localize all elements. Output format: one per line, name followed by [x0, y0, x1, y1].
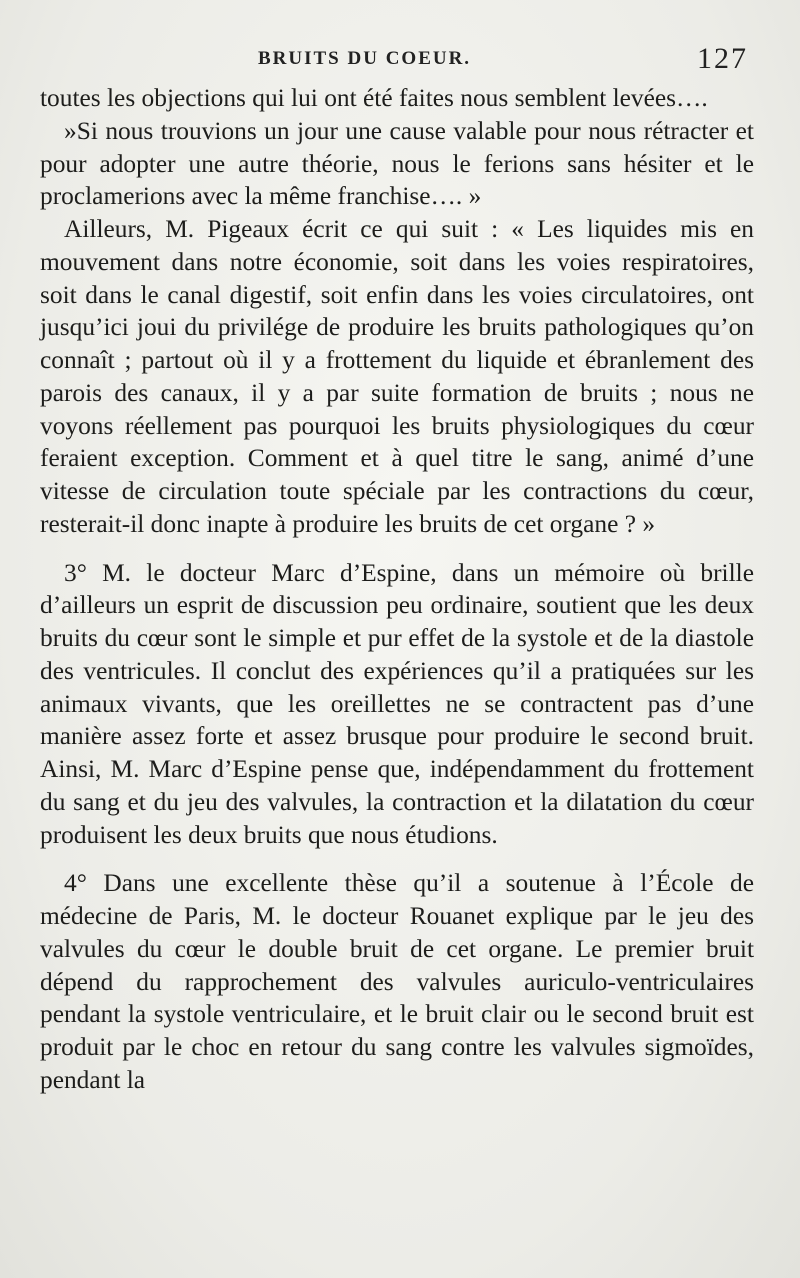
paragraph-1: toutes les objections qui lui ont été faites nous semblent levées…. — [40, 84, 708, 112]
body-text — [40, 82, 754, 1097]
paragraph-4: 3° M. le docteur Marc d’Espine, dans un mémoire où brille d’ailleurs un esprit de discussion peu ordinaire, soutient que les deux bruits du cœur sont le simple et pur effet de la systole et de la diastole des ventricules. Il conclut des expériences qu’il a pratiquées sur les animaux vivants, que les oreillettes ne se contractent pas d’une manière assez forte et assez brusque pour produire le second bruit. Ainsi, M. Marc d’Espine pense que, indépendamment du frottement du sang et du jeu des valvules, la contraction et la dilatation du cœur produisent les deux bruits que nous étudions. — [40, 558, 754, 849]
page-number: 127 — [697, 42, 748, 75]
paragraph-5: 4° Dans une excellente thèse qu’il a soutenue à l’École de médecine de Paris, M. le docteur Rouanet explique par le jeu des valvules du cœur le double bruit de cet organe. Le premier bruit dépend du rapprochement des valvules auriculo-ventriculaires pendant la systole ventriculaire, et le bruit clair ou le second bruit est produit par le choc en retour du sang contre les valvules sigmoïdes, pendant la — [40, 869, 754, 1094]
paragraph-2: »Si nous trouvions un jour une cause valable pour nous rétracter et pour adopter une autre théorie, nous le ferions sans hésiter et le proclamerions avec la même franchise…. » — [40, 116, 754, 211]
header-title: BRUITS DU COEUR. — [258, 48, 472, 69]
paragraph-3: Ailleurs, M. Pigeaux écrit ce qui suit : « Les liquides mis en mouvement dans notre économie, soit dans les voies respiratoires, soit dans le canal digestif, soit enfin dans les voies circulatoires, ont jusqu’ici joui du privilége de produire les bruits pathologiques qu’on connaît ; partout où il y a frottement du liquide et ébranlement des parois des canaux, il y a par suite formation de bruits ; nous ne voyons réellement pas pourquoi les bruits physiologiques du cœur feraient exception. Comment et à quel titre le sang, animé d’une vitesse de circulation toute spéciale par les contractions du cœur, resterait-il donc inapte à produire les bruits de cet organe ? » — [40, 215, 754, 538]
running-header — [40, 44, 752, 74]
